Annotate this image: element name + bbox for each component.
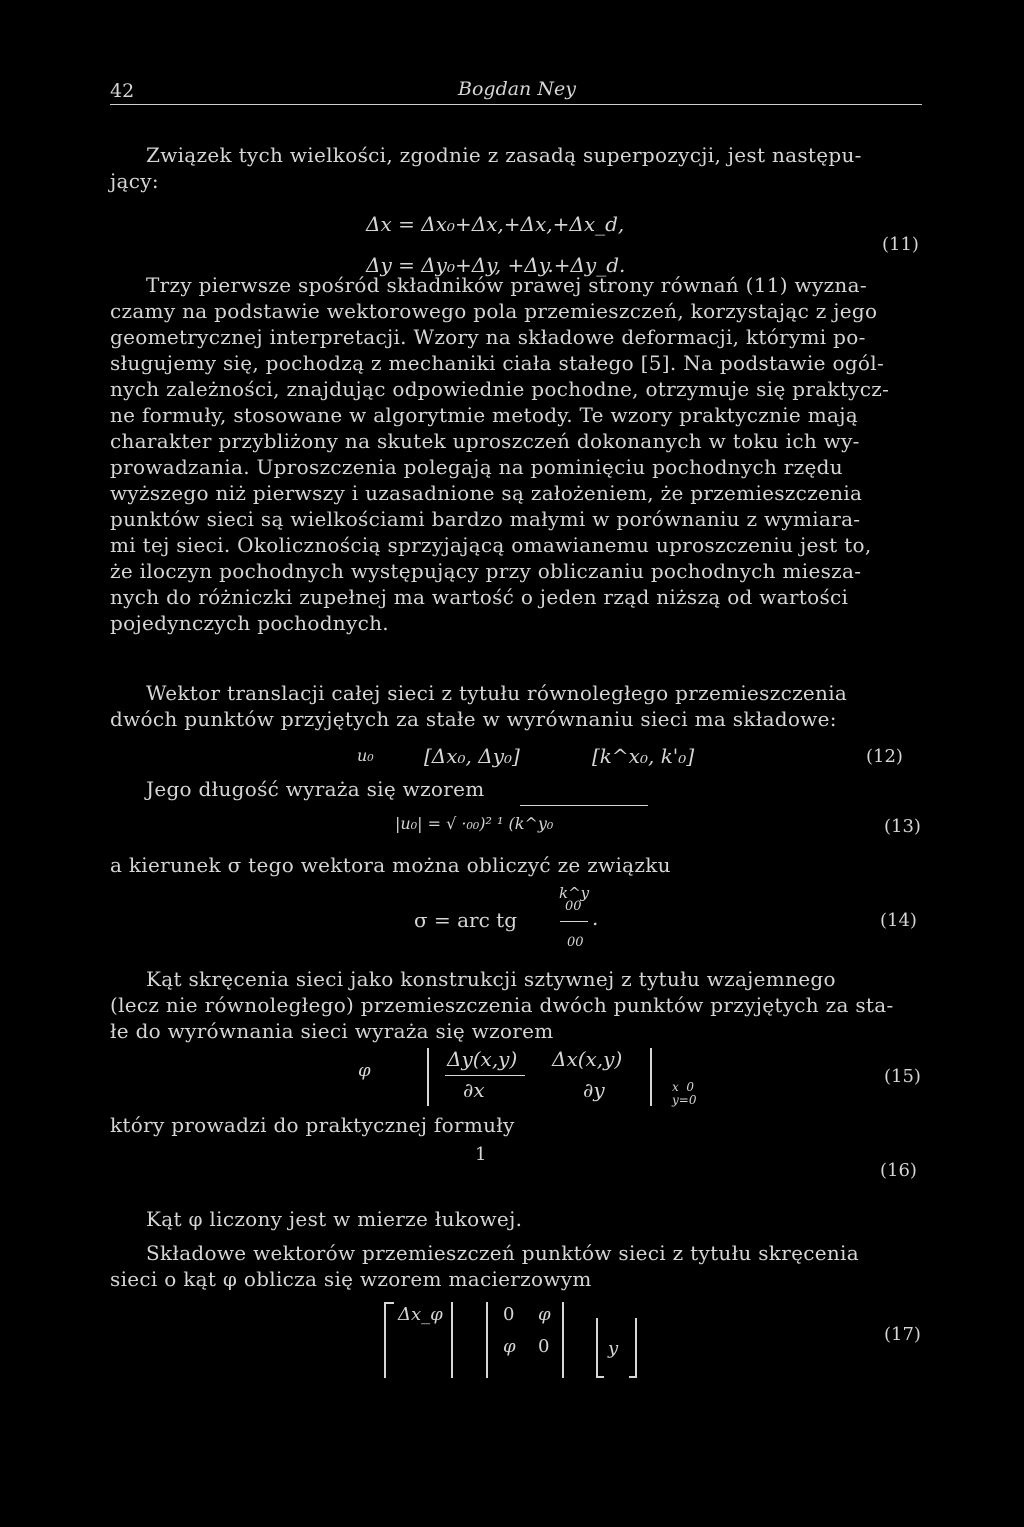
- matrix-m-22: 0: [538, 1336, 550, 1357]
- matrix-a-left-bracket: [384, 1302, 386, 1378]
- paragraph-6: Kąt skręcenia sieci jako konstrukcji sztywnej z tytułu wzajemnego (lecz nie równoległego) przemieszczenia dwóch punktów przyjętych za sta- łe do wyrównania sieci wyraża się wzorem: [110, 967, 894, 1043]
- matrix-b-right-bracket-bottom: [629, 1376, 637, 1378]
- matrix-b-left-bracket-bottom: [596, 1376, 604, 1378]
- equation-15-denominator-2: ∂y: [583, 1078, 605, 1102]
- running-header: [110, 74, 922, 105]
- equation-13: |u₀| = √ ·₀₀)² ¹ (k^y₀: [395, 814, 554, 833]
- paragraph-1: Związek tych wielkości, zgodnie z zasadą superpozycji, jest następu- jący:: [110, 143, 862, 193]
- equation-15-sub-2: y=0: [672, 1093, 697, 1107]
- matrix-m-11: 0: [503, 1304, 515, 1325]
- root-bar: [520, 805, 648, 806]
- matrix-a-left-bracket-top: [384, 1302, 394, 1304]
- matrix-b-left-bracket: [596, 1318, 598, 1378]
- paragraph-2: Trzy pierwsze spośród składników prawej strony równań (11) wyzna- czamy na podstawie wektorowego pola przemieszczeń, korzystając z jego geometrycznej interpretacji. Wzory na składowe deformacji, którymi po- sługujemy się, pochodzą z mechaniki ciała stałego [5]. Na podstawie ogól- nych zależności, znajdując odpowiednie pochodne, otrzymuje się praktycz- ne formuły, stosowane w algorytmie metody. Te wzory praktycznie mają charakter przybliżony na skutek uproszczeń dokonanych w toku ich wy- prowadzania. Uproszczenia polegają na pominięciu pochodnych rzędu wyższego niż pierwszy i uzasadnione są założeniem, że przemieszczenia punktów sieci są wielkościami bardzo małymi w porównaniu z wymiara- mi tej sieci. Okolicznością sprzyjającą omawianemu uproszczeniu jest to, że iloczyn pochodnych występujący przy obliczaniu pochodnych miesza- nych do różniczki zupełnej ma wartość o jeden rząd niższą od wartości pojedynczych pochodnych.: [110, 273, 890, 635]
- equation-15-lhs: φ: [358, 1060, 371, 1081]
- equation-14-numerator-sub: 00: [565, 899, 582, 914]
- equation-11-line-2: Δy = Δy₀+Δy, +Δy.+Δy_d.: [366, 253, 626, 277]
- equation-16-number: (16): [880, 1160, 917, 1181]
- matrix-m-21: φ: [503, 1336, 516, 1357]
- equation-12-rhs: [k^x₀, k'₀]: [592, 744, 695, 768]
- equation-15-sub-1: x 0: [672, 1080, 695, 1094]
- matrix-a-entry: Δx_φ: [398, 1304, 443, 1325]
- equation-11-line-1: Δx = Δx₀+Δx,+Δx,+Δx_d,: [366, 212, 625, 236]
- equation-17-number: (17): [884, 1324, 921, 1345]
- matrix-m-right-bracket: [562, 1302, 564, 1378]
- page-number: 42: [110, 80, 135, 102]
- equation-11-number: (11): [882, 234, 919, 255]
- equation-14-lhs: σ = arc tg: [414, 908, 518, 932]
- equation-14-fraction-bar: [560, 921, 588, 922]
- matrix-b-entry: y: [608, 1338, 619, 1359]
- paragraph-5: a kierunek σ tego wektora można obliczyć ze związku: [110, 853, 671, 877]
- equation-14-numerator: k^y: [559, 884, 590, 902]
- paragraph-4: Jego długość wyraża się wzorem: [146, 777, 485, 801]
- equation-12-number: (12): [866, 746, 903, 767]
- equation-14-number: (14): [880, 910, 917, 931]
- equation-12-middle: [Δx₀, Δy₀]: [424, 744, 520, 768]
- determinant-left-bar: [427, 1048, 429, 1106]
- equation-14-denominator: 00: [567, 935, 584, 950]
- equation-15-numerator-2: Δx(x,y): [552, 1047, 623, 1071]
- determinant-right-bar: [650, 1048, 652, 1106]
- equation-13-number: (13): [884, 816, 921, 837]
- matrix-a-right-bracket: [451, 1302, 453, 1378]
- paragraph-8: Kąt φ liczony jest w mierze łukowej.: [146, 1207, 523, 1231]
- equation-15-numerator-1: Δy(x,y): [447, 1047, 518, 1071]
- running-author: Bogdan Ney: [458, 78, 576, 100]
- matrix-m-12: φ: [538, 1304, 551, 1325]
- matrix-b-right-bracket: [635, 1318, 637, 1378]
- paragraph-7: który prowadzi do praktycznej formuły: [110, 1113, 515, 1137]
- paragraph-3: Wektor translacji całej sieci z tytułu równoległego przemieszczenia dwóch punktów przyjętych za stałe w wyrównaniu sieci ma składowe:: [110, 681, 848, 731]
- equation-15-fraction-bar-1: [445, 1075, 525, 1076]
- equation-14-dot: .: [592, 906, 599, 930]
- equation-12-lhs: u₀: [357, 746, 374, 765]
- matrix-m-left-bracket: [486, 1302, 488, 1378]
- equation-16: 1: [475, 1144, 487, 1165]
- paragraph-9: Składowe wektorów przemieszczeń punktów sieci z tytułu skręcenia sieci o kąt φ oblicza się wzorem macierzowym: [110, 1241, 859, 1291]
- equation-15-denominator-1: ∂x: [463, 1078, 485, 1102]
- equation-15-number: (15): [884, 1066, 921, 1087]
